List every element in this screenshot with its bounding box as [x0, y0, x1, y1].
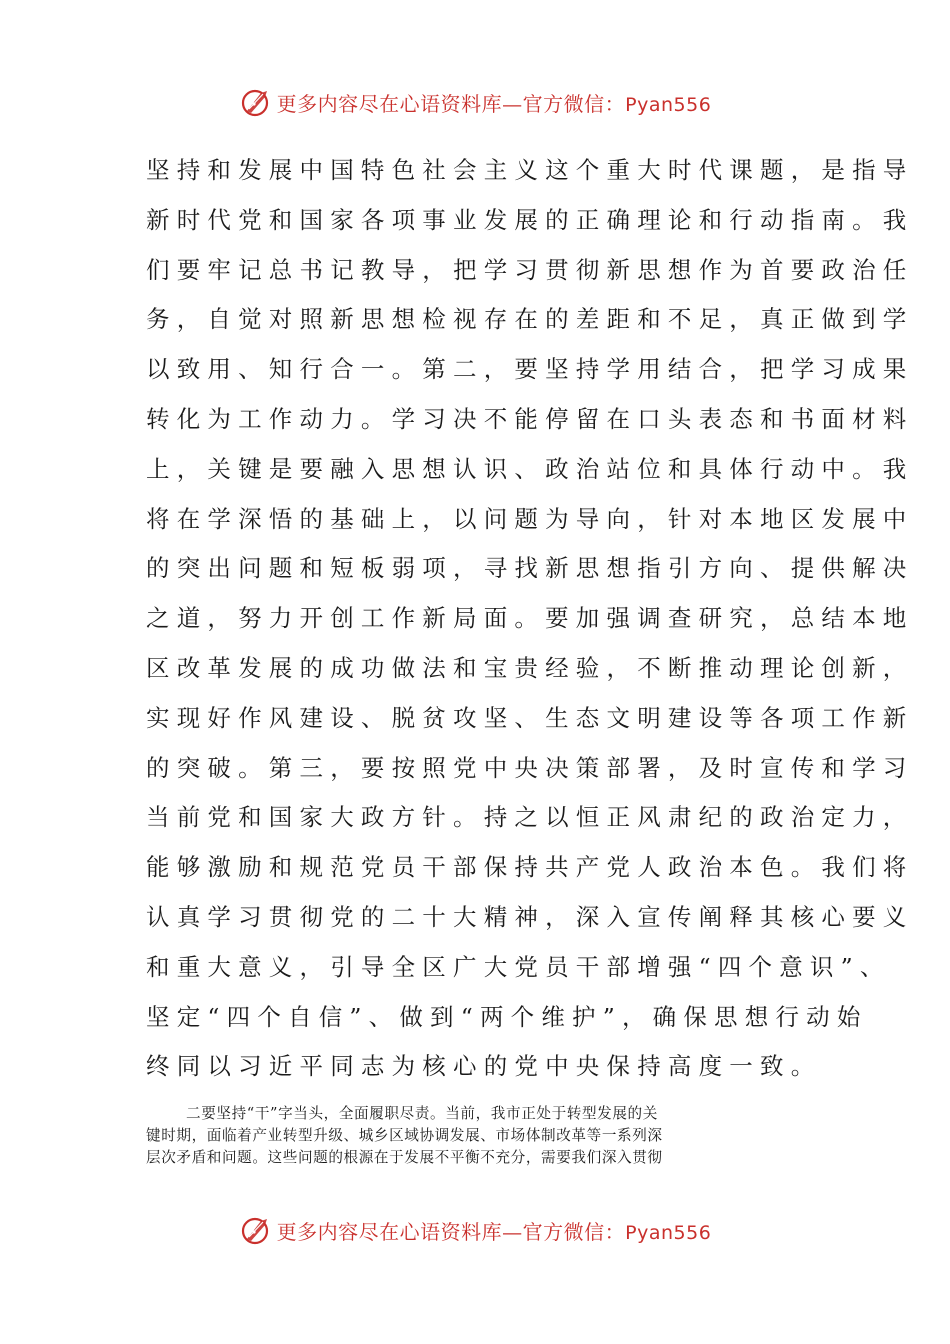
text-line: 能够激励和规范党员干部保持共产党人政治本色。我们将 [146, 853, 914, 882]
banner-text [277, 1216, 712, 1245]
text-line: 坚持和发展中国特色社会主义这个重大时代课题，是指导 [146, 156, 914, 184]
text-line: 的突出问题和短板弱项，寻找新思想指引方向、提供解决 [146, 554, 914, 583]
text-line: 坚定“四个自信”、做到“两个维护”，确保思想行动始 [146, 1002, 868, 1031]
text-line: 终同以习近平同志为核心的党中央保持高度一致。 [146, 1052, 822, 1081]
text-line: 们要牢记总书记教导，把学习贯彻新思想作为首要政治任 [146, 255, 914, 284]
text-line: 上，关键是要融入思想认识、政治站位和具体行动中。我 [146, 454, 914, 483]
text-line: 当前党和国家大政方针。持之以恒正风肃纪的政治定力， [146, 803, 914, 832]
header-banner [0, 82, 950, 122]
text-line: 新时代党和国家各项事业发展的正确理论和行动指南。我 [146, 205, 914, 234]
text-line: 之道，努力开创工作新局面。要加强调查研究，总结本地 [146, 604, 914, 633]
text-line: 转化为工作动力。学习决不能停留在口头表态和书面材料 [146, 404, 914, 433]
wechat-id: Pyan556 [625, 1221, 712, 1244]
text-line: 务，自觉对照新思想检视存在的差距和不足，真正做到学 [146, 305, 914, 334]
text-line: 认真学习贯彻党的二十大精神，深入宣传阐释其核心要义 [146, 902, 914, 931]
text-line: 键时期，面临着产业转型升级、城乡区域协调发展、市场体制改革等一系列深 [146, 1127, 663, 1144]
wechat-label: 官方微信： [522, 1219, 626, 1244]
wechat-label: 官方微信： [522, 91, 626, 116]
wechat-id: Pyan556 [625, 93, 712, 116]
footer-banner [0, 1210, 950, 1250]
pen-nib-circle-icon [239, 85, 273, 119]
banner-dash: — [502, 1219, 523, 1244]
pen-nib-circle-icon [239, 1213, 273, 1247]
text-line: 和重大意义，引导全区广大党员干部增强“四个意识”、 [146, 952, 891, 981]
brand-text: 更多内容尽在心语资料库 [276, 1219, 503, 1244]
text-line: 以致用、知行合一。第二，要坚持学用结合，把学习成果 [146, 355, 914, 384]
text-line: 区改革发展的成功做法和宝贵经验，不断推动理论创新， [146, 653, 914, 682]
text-line: 实现好作风建设、脱贫攻坚、生态文明建设等各项工作新 [146, 703, 914, 732]
text-line: 层次矛盾和问题。这些问题的根源在于发展不平衡不充分，需要我们深入贯彻 [146, 1149, 663, 1166]
banner-dash: — [502, 91, 523, 116]
second-paragraph [146, 1103, 808, 1169]
banner-text [277, 88, 712, 117]
main-paragraph [146, 146, 914, 1092]
text-line: 二要坚持“干”字当头，全面履职尽责。当前，我市正处于转型发展的关 [186, 1105, 658, 1122]
text-line: 的突破。第三，要按照党中央决策部署，及时宣传和学习 [146, 753, 914, 782]
text-line: 将在学深悟的基础上，以问题为导向，针对本地区发展中 [146, 504, 914, 533]
brand-text: 更多内容尽在心语资料库 [276, 91, 503, 116]
